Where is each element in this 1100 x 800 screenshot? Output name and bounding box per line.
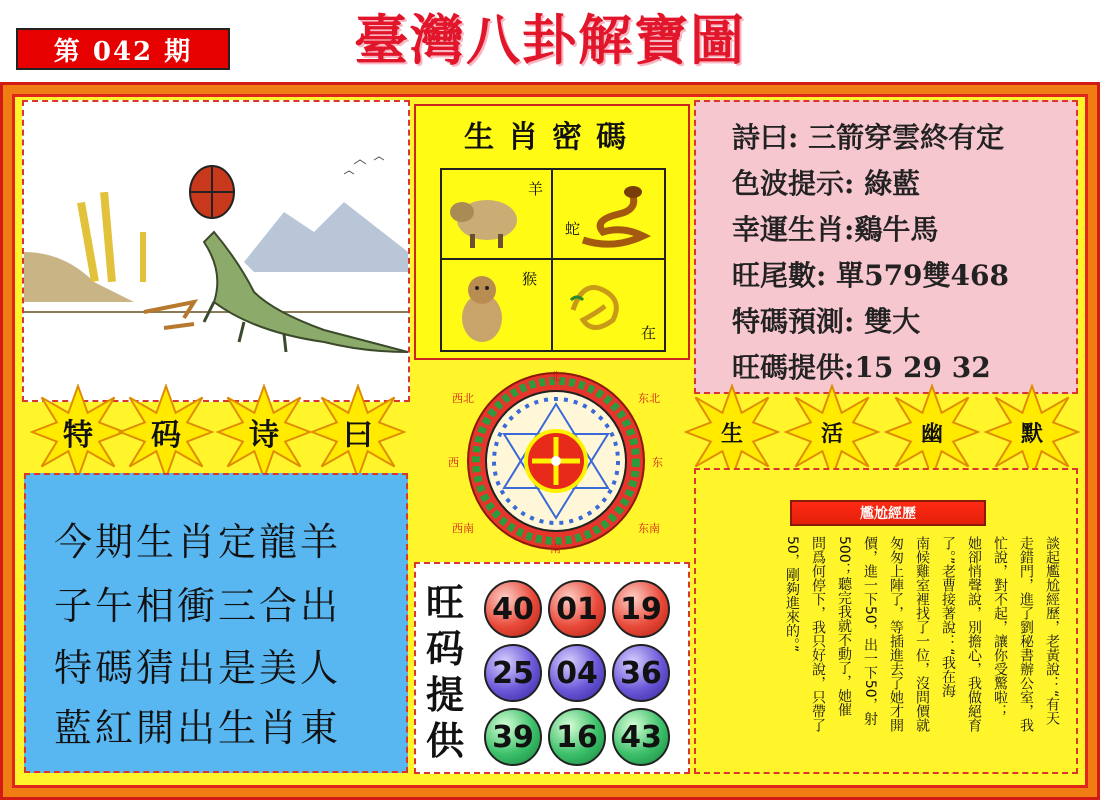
- number-ball: 43: [612, 708, 670, 766]
- compass-direction: 东: [652, 456, 663, 469]
- crocodile-ball-illustration: [24, 102, 408, 400]
- number-ball: 04: [548, 644, 606, 702]
- star-text: 活: [820, 420, 843, 447]
- bagua-compass: [434, 366, 678, 556]
- star-text: 默: [1020, 420, 1043, 447]
- story-column: 了。”老曹接著說：“我在海: [940, 536, 956, 698]
- star-text: 码: [151, 418, 181, 453]
- compass-direction: 南: [550, 542, 561, 555]
- number-ball: 39: [484, 708, 542, 766]
- info-special-prediction: 特碼預測: 雙大: [732, 305, 921, 338]
- lucky-numbers-label: [426, 580, 470, 764]
- scene-illustration: [22, 100, 410, 402]
- zodiac-label-dragon-cell: 在: [641, 324, 657, 342]
- compass-direction: 东南: [638, 522, 660, 535]
- star-badge: [884, 384, 980, 480]
- star-text: 幽: [920, 420, 943, 447]
- snake-icon: [553, 170, 664, 258]
- zodiac-cell-sheep: [442, 170, 553, 260]
- label-char: 旺: [426, 580, 465, 625]
- star-badge: [684, 384, 780, 480]
- story-column: 500；聽完我就不動了，她催: [836, 536, 852, 717]
- zodiac-label-monkey: 猴: [522, 270, 538, 288]
- info-tail-numbers: 旺尾數: 單579雙468: [732, 259, 1009, 292]
- zodiac-cell-dragon: [553, 260, 664, 350]
- star-badge: [310, 384, 406, 480]
- number-ball: 25: [484, 644, 542, 702]
- number-ball: 01: [548, 580, 606, 638]
- info-poem: 詩曰: 三箭穿雲終有定: [732, 121, 1005, 154]
- number-ball: 36: [612, 644, 670, 702]
- info-lucky-numbers: 旺碼提供:15 29 32: [732, 351, 991, 384]
- story-column: 談起尷尬經歷，老黃說：“有天: [1044, 536, 1060, 726]
- poem-panel: [24, 473, 408, 773]
- zodiac-cell-snake: [553, 170, 664, 260]
- zodiac-label-sheep: 羊: [528, 180, 544, 198]
- compass-direction: 西南: [452, 522, 474, 535]
- story-column: 價，進一下50，出一下50，射: [862, 536, 878, 726]
- star-badge: [784, 384, 880, 480]
- compass-direction: 北: [550, 370, 561, 383]
- zodiac-code-panel: [414, 104, 690, 360]
- number-ball: 16: [548, 708, 606, 766]
- compass-direction: 西: [448, 456, 459, 469]
- story-column: 走錯門，進了劉秘書辦公室，我: [1018, 536, 1034, 732]
- zodiac-cell-monkey: [442, 260, 553, 350]
- compass-direction: 东北: [638, 392, 660, 405]
- story-panel: [694, 468, 1078, 774]
- star-badge: [984, 384, 1080, 480]
- story-column: 50，剛夠進來的。”: [784, 536, 800, 653]
- poem-line: 子午相衝三合出: [54, 584, 342, 628]
- poem-line: 今期生肖定龍羊: [54, 520, 342, 564]
- zodiac-grid: [440, 168, 666, 352]
- label-char: 供: [426, 718, 465, 763]
- poem-line: 特碼猜出是美人: [54, 646, 342, 690]
- star-badge: [216, 384, 312, 480]
- label-char: 提: [426, 672, 465, 717]
- info-lucky-zodiac: 幸運生肖:鷄牛馬: [732, 213, 939, 246]
- story-column: 她卻悄聲說，別擔心，我做絕育: [966, 536, 982, 732]
- story-column: 問爲何停下，我只好說，只帶了: [810, 536, 826, 732]
- poem-line: 藍紅開出生肖東: [54, 706, 342, 750]
- info-color-hint: 色波提示: 綠藍: [732, 167, 921, 200]
- star-badge: [118, 384, 214, 480]
- story-column: 匆匆上陣了，等插進去了她才開: [888, 536, 904, 732]
- story-column: 南候雞室裡找了一位，沒問價就: [914, 536, 930, 732]
- story-title: 尷尬經歷: [790, 500, 986, 526]
- star-badge: [30, 384, 126, 480]
- zodiac-label-snake: 蛇: [565, 220, 581, 238]
- story-column: 忙說，對不起，讓你受驚啦；: [992, 536, 1008, 718]
- page-title: 臺灣八卦解寶圖: [354, 8, 746, 72]
- star-text: 曰: [343, 418, 373, 453]
- star-text: 生: [720, 420, 743, 447]
- number-ball: 19: [612, 580, 670, 638]
- issue-number-badge: 第 042 期: [16, 28, 230, 70]
- info-panel: [694, 100, 1078, 394]
- star-text: 特: [63, 418, 93, 453]
- lucky-numbers-panel: [414, 562, 690, 774]
- zodiac-code-title: 生肖密碼: [464, 120, 640, 155]
- compass-direction: 西北: [452, 392, 474, 405]
- star-text: 诗: [249, 418, 279, 453]
- label-char: 码: [426, 626, 465, 671]
- number-ball: 40: [484, 580, 542, 638]
